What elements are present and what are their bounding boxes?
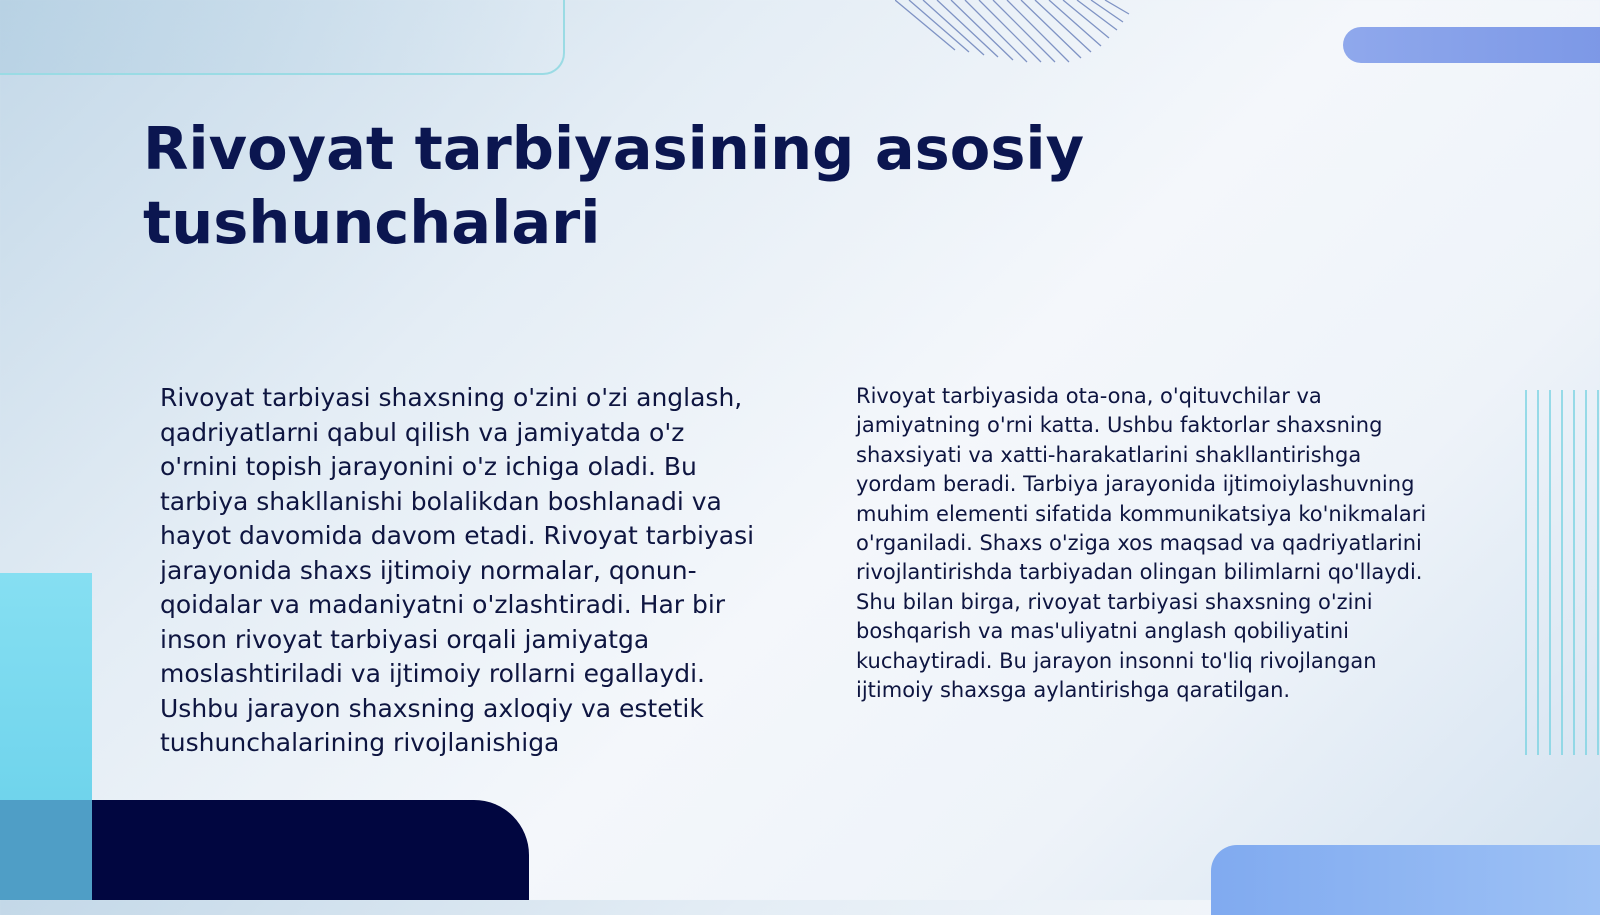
top-left-card-decoration (0, 0, 565, 75)
right-paragraph: Rivoyat tarbiyasida ota-ona, o'qituvchilar va jamiyatning o'rni katta. Ushbu faktorlar shaxsning shaxsiyati va xatti-harakatlarini shakllantirishga yordam beradi. Tarbiya jarayonida ijtimoiylashuvning muhim elementi sifatida kommunikatsiya ko'nikmalari o'rganiladi. Shaxs o'ziga xos maqsad va qadriyatlarini rivojlantirishda tarbiyadan olingan bilimlarni qo'llaydi. Shu bilan birga, rivoyat tarbiyasi shaxsning o'zini boshqarish va mas'uliyatni anglash qobiliyatini kuchaytiradi. Bu jarayon insonni to'liq rivojlangan ijtimoiy shaxsga aylantirishga qaratilgan. (856, 384, 1427, 703)
left-paragraph: Rivoyat tarbiyasi shaxsning o'zini o'zi anglash, qadriyatlarni qabul qilish va jamiyatda o'z o'rnini topish jarayonini o'z ichiga oladi. Bu tarbiya shakllanishi bolalikdan boshlanadi va hayot davomida davom etadi. Rivoyat tarbiyasi jarayonida shaxs ijtimoiy normalar, qonun-qoidalar va madaniyatni o'zlashtiradi. Har bir inson rivoyat tarbiyasi orqali jamiyatga moslashtiriladi va ijtimoiy rollarni egallaydi. Ushbu jarayon shaxsning axloqiy va estetik tushunchalarining rivojlanishiga (160, 383, 755, 757)
top-right-pill-decoration (1343, 27, 1600, 63)
diagonal-stripes-decoration (895, 0, 1145, 64)
left-cyan-block-decoration (0, 573, 92, 803)
vertical-lines-decoration (1522, 390, 1600, 755)
bottom-navy-block-decoration (92, 800, 529, 900)
left-teal-block-decoration (0, 800, 92, 900)
bottom-right-pill-decoration (1211, 845, 1600, 915)
slide-title: Rivoyat tarbiyasining asosiy tushunchalari (143, 114, 1085, 257)
